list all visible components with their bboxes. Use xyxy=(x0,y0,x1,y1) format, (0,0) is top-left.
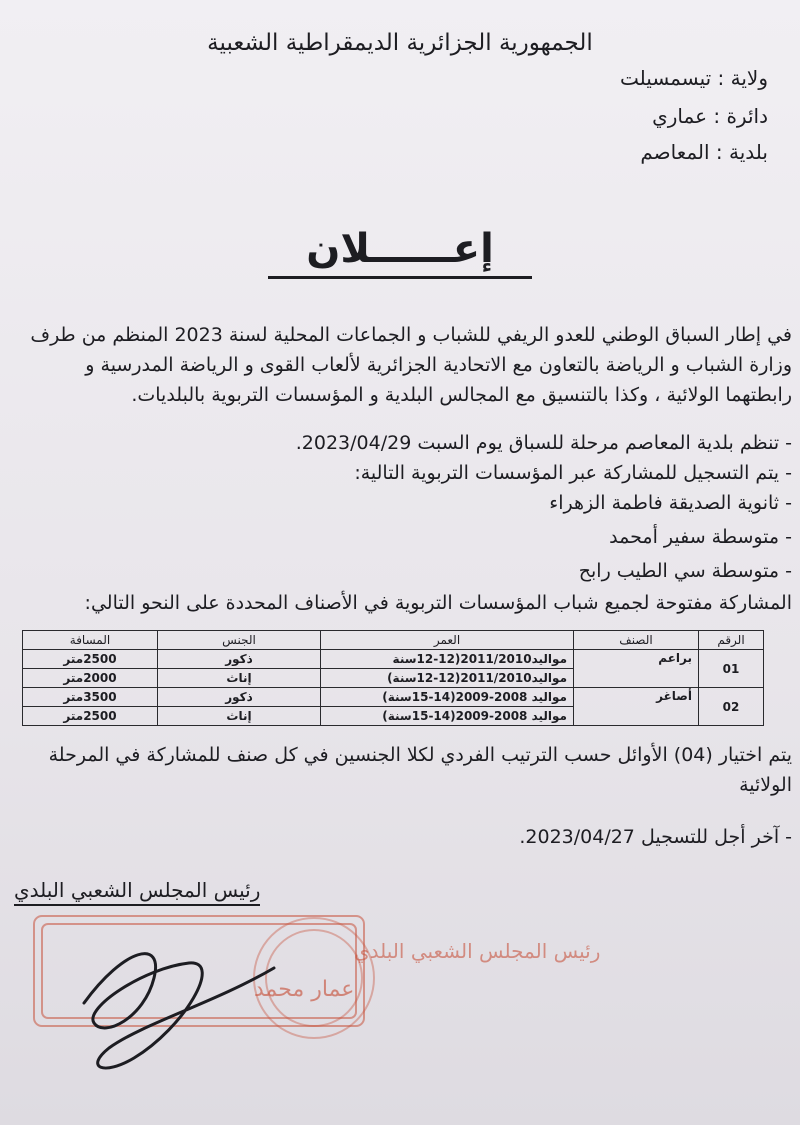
table-header-row xyxy=(23,631,764,650)
row-distance: 2500متر xyxy=(23,650,158,669)
republic-header: الجمهورية الجزائرية الديمقراطية الشعبية xyxy=(207,30,593,56)
row-age: مواليد2011/2010(12-12سنة xyxy=(321,650,574,669)
row-number: 02 xyxy=(699,688,764,726)
daira-line: دائرة : عماري xyxy=(652,104,768,128)
table-row xyxy=(23,688,764,707)
announcement-title-text: إعــــــلان xyxy=(268,226,532,279)
wilaya-line: ولاية : تيسمسيلت xyxy=(620,66,768,90)
row-distance: 2500متر xyxy=(23,707,158,726)
header-age: العمر xyxy=(321,631,574,650)
commune-line: بلدية : المعاصم xyxy=(640,140,768,164)
school-item: - متوسطة سي الطيب رابح xyxy=(578,560,792,582)
selection-paragraph: يتم اختيار (04) الأوائل حسب الترتيب الفردي لكلا الجنسين في كل صنف للمشاركة في المرحلة الولائية xyxy=(48,744,792,796)
row-category: أصاغر xyxy=(574,688,699,726)
deadline-line: - آخر أجل للتسجيل 2023/04/27. xyxy=(519,826,792,848)
header-category: الصنف xyxy=(574,631,699,650)
table-row xyxy=(23,650,764,669)
row-age: مواليد2011/2010(12-12سنة) xyxy=(321,669,574,688)
race-date-item: - تنظم بلدية المعاصم مرحلة للسباق يوم السبت 2023/04/29. xyxy=(295,432,792,454)
official-stamp-and-signature xyxy=(14,908,601,1088)
school-item: - ثانوية الصديقة فاطمة الزهراء xyxy=(549,492,792,514)
row-gender: إناث xyxy=(158,669,321,688)
participation-line: المشاركة مفتوحة لجميع شباب المؤسسات التربوية في الأصناف المحددة على النحو التالي: xyxy=(84,592,792,614)
header-number: الرقم xyxy=(699,631,764,650)
announcement-title xyxy=(0,226,800,272)
handwritten-signature xyxy=(84,954,274,1068)
row-gender: ذكور xyxy=(158,650,321,669)
row-distance: 2000متر xyxy=(23,669,158,688)
stamp-name: عمار محمد xyxy=(254,977,355,1002)
stamp-rectangle xyxy=(34,916,364,1026)
row-age: مواليد 2008-2009(14-15سنة) xyxy=(321,688,574,707)
header-distance: المسافة xyxy=(23,631,158,650)
row-gender: إناث xyxy=(158,707,321,726)
categories-table xyxy=(22,630,764,726)
row-category: براعم xyxy=(574,650,699,688)
signature-title: رئيس المجلس الشعبي البلدي xyxy=(14,878,260,906)
header-gender: الجنس xyxy=(158,631,321,650)
row-distance: 3500متر xyxy=(23,688,158,707)
school-item: - متوسطة سفير أمحمد xyxy=(609,526,792,548)
intro-paragraph: في إطار السباق الوطني للعدو الريفي للشباب و الجماعات المحلية لسنة 2023 المنظم من طرف وزارة الشباب و الرياضة بالتعاون مع الاتحادية الجزائرية لألعاب القوى و الرياضة المدرسية و رابطتهما الولائية ، وكذا بالتنسيق مع المجالس البلدية و المؤسسات التربوية بالبلديات. xyxy=(30,324,792,406)
stamp-text: رئيس المجلس الشعبي البلدي xyxy=(354,939,601,963)
row-number: 01 xyxy=(699,650,764,688)
row-age: مواليد 2008-2009(14-15سنة) xyxy=(321,707,574,726)
row-gender: ذكور xyxy=(158,688,321,707)
registration-item: - يتم التسجيل للمشاركة عبر المؤسسات التربوية التالية: xyxy=(354,462,792,484)
